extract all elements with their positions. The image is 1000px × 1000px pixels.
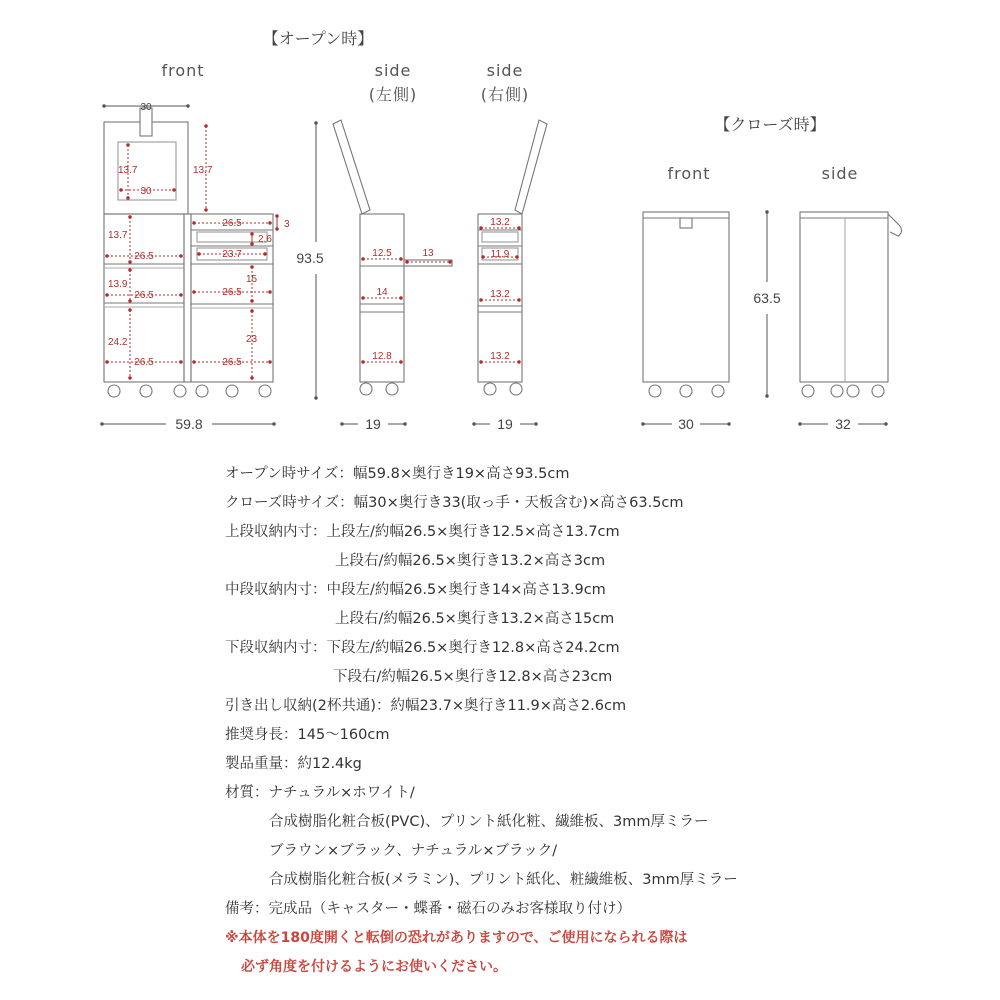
dim-sideL-mid-d: 14 <box>376 287 388 298</box>
dim-drawer-w: 23.7 <box>222 249 242 260</box>
dim-upper-right-w: 26.5 <box>222 218 242 229</box>
close-front-drawing <box>643 212 729 397</box>
dim-sideR-total-d: 19 <box>497 416 513 432</box>
dim-sideL-tray-d: 13 <box>422 248 434 259</box>
dim-mirror-height-inner: 13.7 <box>118 165 138 176</box>
dim-sideR-low-d: 13.2 <box>490 351 510 362</box>
warning-text-2: 必ず角度を付けるようにお使いください。 <box>241 959 507 975</box>
open-front-label: front <box>161 61 205 80</box>
dim-upper-right-h: 3 <box>284 219 290 230</box>
open-height-dim <box>296 123 323 398</box>
dimension-diagram <box>0 0 1000 440</box>
spec-material-row-2 <box>225 808 985 837</box>
dim-close-side-d: 32 <box>835 416 851 432</box>
warning-line-2 <box>225 953 985 982</box>
spec-drawer-label: 引き出し収納(2杯共通)： <box>225 698 391 714</box>
close-side-dims <box>800 416 886 432</box>
close-front-label: front <box>667 164 711 183</box>
dim-front-total-w: 59.8 <box>175 416 203 432</box>
spec-lower-left: 下段左/約幅26.5×奥行き12.8×高さ24.2cm <box>326 640 620 656</box>
dim-low-right-w: 26.5 <box>222 357 242 368</box>
spec-lower <box>225 634 985 663</box>
dim-mid-right-h: 15 <box>246 274 258 285</box>
spec-open-label: オープン時サイズ： <box>225 466 354 482</box>
spec-note-value: 完成品（キャスター・蝶番・磁石のみお客様取り付け） <box>268 901 631 917</box>
spec-upper-right: 上段右/約幅26.5×奥行き13.2×高さ3cm <box>335 553 606 569</box>
spec-upper <box>225 518 985 547</box>
dim-sideL-total-d: 19 <box>365 416 381 432</box>
spec-upper-label: 上段収納内寸： <box>225 524 327 540</box>
dim-close-h: 63.5 <box>753 290 781 306</box>
dim-upper-left-h: 13.7 <box>108 230 128 241</box>
open-side-left-sub: (左側) <box>368 85 418 104</box>
dim-sideL-low-d: 12.8 <box>372 351 392 362</box>
spec-close-label: クローズ時サイズ： <box>225 495 354 511</box>
close-front-dims <box>643 212 781 432</box>
spec-lower-label: 下段収納内寸： <box>225 640 327 656</box>
spec-close-size <box>225 489 985 518</box>
spec-lower-right: 下段右/約幅26.5×奥行き12.8×高さ23cm <box>333 669 613 685</box>
dim-mirror-width: 30 <box>140 186 152 197</box>
open-side-right-dims <box>474 217 536 432</box>
open-side-left-dims <box>342 248 450 432</box>
dim-mid-left-w: 26.5 <box>134 290 154 301</box>
open-side-right-sub: (右側) <box>480 85 530 104</box>
dim-mid-left-h: 13.9 <box>108 279 128 290</box>
spec-material-2: 合成樹脂化粧合板(PVC)、プリント紙化粧、繊維板、3mm厚ミラー <box>269 814 709 830</box>
spec-height-value: 145〜160cm <box>297 727 390 743</box>
spec-drawer-value: 約幅23.7×奥行き11.9×高さ2.6cm <box>390 698 627 714</box>
dim-open-total-h: 93.5 <box>296 250 324 266</box>
dim-low-left-h: 24.2 <box>108 337 128 348</box>
spec-note <box>225 895 985 924</box>
dim-low-left-w: 26.5 <box>134 357 154 368</box>
spec-upper-right-row <box>225 547 985 576</box>
dim-close-front-w: 30 <box>678 416 694 432</box>
spec-note-label: 備考： <box>225 901 269 917</box>
spec-middle <box>225 576 985 605</box>
spec-weight-label: 製品重量： <box>225 756 298 772</box>
close-heading: 【クローズ時】 <box>714 115 826 134</box>
spec-middle-right: 上段右/約幅26.5×奥行き13.2×高さ15cm <box>335 611 615 627</box>
spec-middle-left: 中段左/約幅26.5×奥行き14×高さ13.9cm <box>326 582 606 598</box>
spec-middle-label: 中段収納内寸： <box>225 582 327 598</box>
dim-sideL-upper-d: 12.5 <box>372 248 392 259</box>
spec-material-3: ブラウン×ブラック、ナチュラル×ブラック/ <box>269 843 558 859</box>
close-side-drawing <box>800 212 902 397</box>
spec-open-size <box>225 460 985 489</box>
spec-weight-value: 約12.4kg <box>297 756 362 772</box>
dim-upper-left-w: 26.5 <box>134 251 154 262</box>
open-front-drawing <box>104 108 273 397</box>
dim-sideR-mid-d: 13.2 <box>490 289 510 300</box>
spec-material-1: ナチュラル×ホワイト/ <box>268 785 415 801</box>
close-side-label: side <box>821 164 859 183</box>
warning-line-1 <box>225 924 985 953</box>
open-heading: 【オープン時】 <box>262 29 374 48</box>
spec-drawer <box>225 692 985 721</box>
spec-height-label: 推奨身長： <box>225 727 298 743</box>
dim-sideR-upper-d: 13.2 <box>490 217 510 228</box>
warning-text-1: ※本体を180度開くと転倒の恐れがありますので、ご使用になられる際は <box>225 930 688 946</box>
spec-weight <box>225 750 985 779</box>
spec-middle-right-row <box>225 605 985 634</box>
dim-front-top-width: 30 <box>140 102 152 113</box>
spec-material-label: 材質： <box>225 785 269 801</box>
dim-drawer-h: 2.6 <box>258 234 272 245</box>
spec-material-row-4 <box>225 866 985 895</box>
dim-mid-right-w: 26.5 <box>222 287 242 298</box>
spec-lower-right-row <box>225 663 985 692</box>
spec-material-4: 合成樹脂化粧合板(メラミン)、プリント紙化、粧繊維板、3mm厚ミラー <box>269 872 738 888</box>
spec-material <box>225 779 985 808</box>
spec-open-value: 幅59.8×奥行き19×高さ93.5cm <box>353 466 570 482</box>
open-side-left-drawing <box>333 120 452 395</box>
spec-close-value: 幅30×奥行き33(取っ手・天板含む)×高さ63.5cm <box>353 495 684 511</box>
spec-height <box>225 721 985 750</box>
open-side-left-label: side <box>374 61 412 80</box>
open-side-right-label: side <box>486 61 524 80</box>
spec-list <box>225 460 985 982</box>
spec-material-row-3 <box>225 837 985 866</box>
dim-mirror-height-outer: 13.7 <box>193 165 213 176</box>
spec-upper-left: 上段左/約幅26.5×奥行き12.5×高さ13.7cm <box>326 524 620 540</box>
dim-sideR-drawer-d: 11.9 <box>490 249 510 260</box>
dim-low-right-h: 23 <box>246 334 258 345</box>
